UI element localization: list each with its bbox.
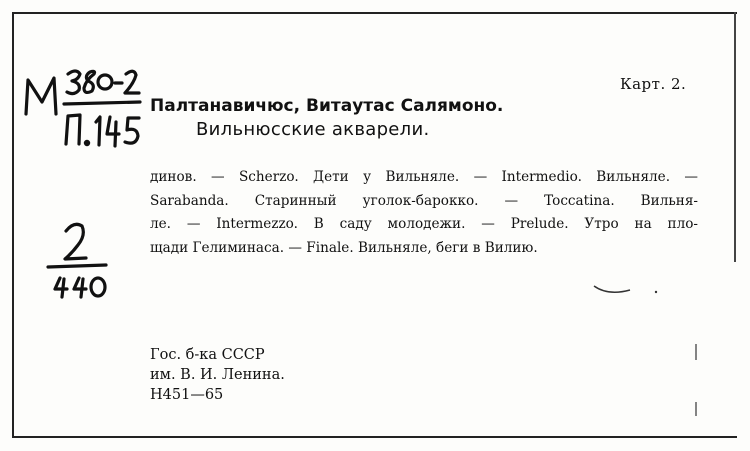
ink-mark	[590, 280, 670, 300]
handwritten-shelfmark	[18, 62, 148, 157]
author-heading: Палтанавичюс, Витаутас Салямоно.	[150, 96, 504, 116]
ink-mark	[686, 340, 706, 420]
card-border-top	[12, 12, 737, 14]
contents-note	[150, 166, 698, 260]
card-border-bottom	[12, 436, 737, 438]
card-number: Карт. 2.	[620, 75, 687, 93]
library-imprint	[150, 345, 285, 405]
contents-line: щади Гелиминаса. — Finale. Вильняле, беги в Вилию.	[150, 239, 538, 256]
card-border-left	[12, 12, 14, 438]
imprint-line: Н451—65	[150, 387, 224, 403]
imprint-line: им. В. И. Ленина.	[150, 367, 285, 383]
handwritten-number	[40, 215, 120, 305]
contents-line: динов. — Scherzo. Дети у Вильняле. — Intermedio. Вильняле. —	[150, 169, 698, 185]
contents-line: ле. — Intermezzo. В саду молодежи. — Prelude. Утро на пло-	[150, 216, 698, 232]
imprint-line: Гос. б-ка СССР	[150, 347, 265, 363]
work-title: Вильнюсские акварели.	[196, 119, 430, 140]
card-border-right	[734, 12, 736, 262]
contents-line: Sarabanda. Старинный уголок-барокко. — Toccatina. Вильня-	[150, 192, 698, 209]
